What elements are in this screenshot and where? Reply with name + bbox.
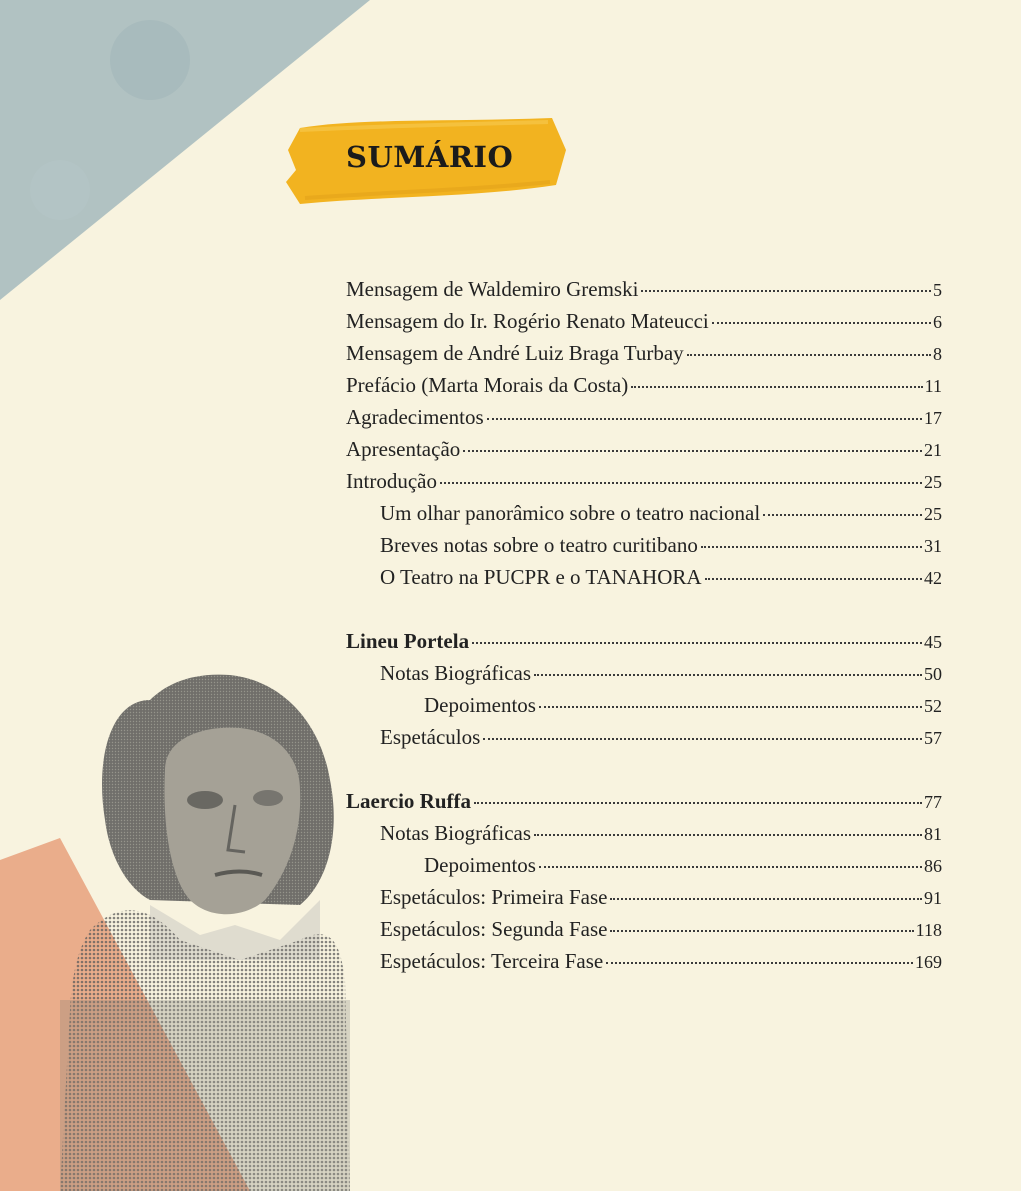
toc-entry[interactable] (346, 370, 942, 400)
toc-entry-page: 17 (924, 408, 942, 428)
leader-dots (701, 545, 922, 548)
toc-entry-label: Notas Biográficas (380, 821, 532, 845)
leader-dots (483, 737, 922, 740)
toc-entry-label: Depoimentos (424, 853, 536, 877)
leader-dots (687, 353, 931, 356)
toc-subentry[interactable] (380, 818, 942, 848)
toc-entry-label: Espetáculos: Terceira Fase (380, 949, 604, 973)
toc-entry-label: Apresentação (346, 437, 461, 461)
toc-entry-label: Agradecimentos (346, 405, 484, 429)
toc-entry-page: 5 (933, 280, 942, 300)
leader-dots (487, 417, 922, 420)
toc-subentry[interactable] (380, 562, 942, 592)
leader-dots (534, 833, 922, 836)
toc-subentry[interactable] (424, 690, 942, 720)
toc-entry-page: 91 (924, 888, 942, 908)
toc-entry-page: 86 (924, 856, 942, 876)
halftone-portrait (60, 675, 350, 1191)
toc-entry-label: Notas Biográficas (380, 661, 532, 685)
toc-subentry[interactable] (424, 850, 942, 880)
toc-entry-label: Espetáculos: Primeira Fase (380, 885, 608, 909)
page-title: SUMÁRIO (346, 140, 514, 174)
toc-entry-label: Prefácio (Marta Morais da Costa) (346, 373, 629, 397)
toc-entry[interactable] (346, 274, 942, 304)
leader-dots (631, 385, 922, 388)
toc-entry-page: 169 (915, 952, 942, 972)
leader-dots (474, 801, 922, 804)
toc-entry-label: Espetáculos: Segunda Fase (380, 917, 608, 941)
toc-entry-label: Um olhar panorâmico sobre o teatro nacional (380, 501, 761, 525)
leader-dots (610, 929, 913, 932)
toc-entry[interactable] (346, 402, 942, 432)
toc-section-laercio-ruffa[interactable] (346, 786, 942, 816)
leader-dots (472, 641, 922, 644)
toc-entry-label: Laercio Ruffa (346, 789, 472, 813)
toc-entry-page: 50 (924, 664, 942, 684)
toc-entry-label: Espetáculos (380, 725, 481, 749)
leader-dots (610, 897, 922, 900)
leader-dots (641, 289, 931, 292)
leader-dots (606, 961, 913, 964)
toc-entry-page: 8 (933, 344, 942, 364)
toc-entry-page: 45 (924, 632, 942, 652)
toc-entry-page: 21 (924, 440, 942, 460)
toc-subentry[interactable] (380, 498, 942, 528)
toc-entry-page: 52 (924, 696, 942, 716)
leader-dots (539, 865, 922, 868)
toc-entry-page: 25 (924, 472, 942, 492)
leader-dots (539, 705, 922, 708)
toc-entry-label: Mensagem do Ir. Rogério Renato Mateucci (346, 309, 709, 333)
toc-subentry[interactable] (380, 946, 942, 976)
leader-dots (712, 321, 931, 324)
toc-entry-page: 31 (924, 536, 942, 556)
toc-entry-label: Mensagem de André Luiz Braga Turbay (346, 341, 684, 365)
toc-entry[interactable] (346, 466, 942, 496)
toc-subentry[interactable] (380, 722, 942, 752)
toc-entry-page: 25 (924, 504, 942, 524)
toc-entry-page: 81 (924, 824, 942, 844)
toc-entry-label: O Teatro na PUCPR e o TANAHORA (380, 565, 702, 589)
toc-entry-label: Breves notas sobre o teatro curitibano (380, 533, 698, 557)
toc-entry-page: 118 (915, 920, 942, 940)
toc-subentry[interactable] (380, 530, 942, 560)
toc-entry-label: Depoimentos (424, 693, 536, 717)
toc-entry-page: 11 (924, 376, 942, 396)
toc-subentry[interactable] (380, 658, 942, 688)
leader-dots (705, 577, 922, 580)
toc-entry[interactable] (346, 338, 942, 368)
toc-entry-page: 42 (924, 568, 942, 588)
toc-subentry[interactable] (380, 882, 942, 912)
toc-entry[interactable] (346, 306, 942, 336)
toc-subentry[interactable] (380, 914, 942, 944)
toc-entry[interactable] (346, 434, 942, 464)
leader-dots (463, 449, 922, 452)
toc-entry-label: Introdução (346, 469, 437, 493)
toc-entry-page: 57 (924, 728, 942, 748)
toc-entry-label: Mensagem de Waldemiro Gremski (346, 277, 639, 301)
leader-dots (534, 673, 922, 676)
leader-dots (763, 513, 922, 516)
toc-entry-label: Lineu Portela (346, 629, 470, 653)
toc-entry-page: 77 (924, 792, 942, 812)
toc-section-lineu-portela[interactable] (346, 626, 942, 656)
toc-entry-page: 6 (933, 312, 942, 332)
leader-dots (440, 481, 922, 484)
